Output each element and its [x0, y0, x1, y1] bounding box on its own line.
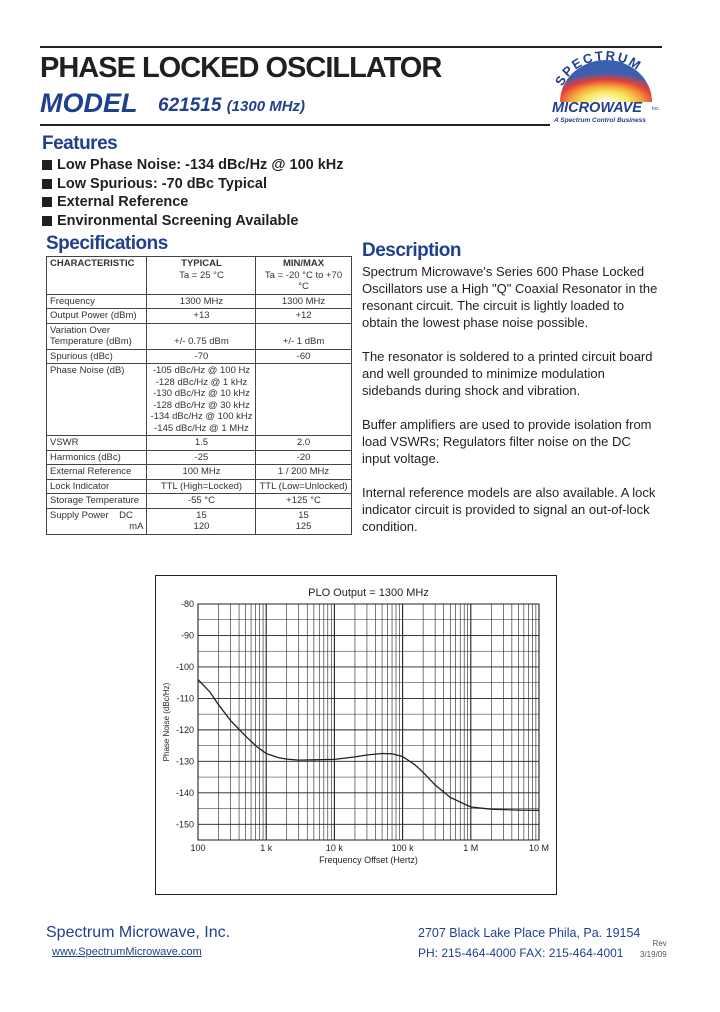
header-minmax: MIN/MAX Ta = -20 °C to +70 °C — [256, 257, 351, 295]
x-tick-label: 1 M — [463, 843, 479, 853]
model-frequency: (1300 MHz) — [226, 98, 306, 115]
spec-minmax: 2.0 — [256, 436, 351, 451]
spec-typical: 1.5 — [147, 436, 256, 451]
spec-label: VSWR — [47, 436, 147, 451]
description-paragraph: The resonator is soldered to a printed circuit board and well grounded to minimize modulation sidebands during shock and vibration. — [362, 349, 653, 398]
spec-row — [47, 349, 352, 364]
x-axis-label: Frequency Offset (Hertz) — [319, 855, 418, 865]
spec-typical: TTL (High=Locked) — [147, 479, 256, 494]
spec-minmax: +125 °C — [256, 494, 351, 509]
model-number-value: 621515 — [158, 95, 222, 116]
footer-website-link[interactable]: www.SpectrumMicrowave.com — [52, 946, 202, 958]
x-tick-label: 100 k — [391, 843, 414, 853]
y-axis-label: Phase Noise (dBc/Hz) — [162, 682, 171, 762]
description-heading: Description — [362, 240, 462, 261]
spec-label: External Reference — [47, 465, 147, 480]
bullet-icon — [42, 197, 52, 207]
spec-row — [47, 436, 352, 451]
spec-label: Phase Noise (dB) — [47, 364, 147, 436]
spec-minmax: -60 — [256, 349, 351, 364]
spec-typical: +/- 0.75 dBm — [147, 323, 256, 349]
y-tick-label: -130 — [175, 756, 194, 767]
description-paragraph: Internal reference models are also available. A lock indicator circuit is provided to signal an out-of-lock condition. — [362, 485, 656, 534]
spec-minmax: 1 / 200 MHz — [256, 465, 351, 480]
spec-table-header — [47, 257, 352, 295]
footer-phone: PH: 215-464-4000 FAX: 215-464-4001 — [418, 946, 624, 960]
spec-minmax: TTL (Low=Unlocked) — [256, 479, 351, 494]
logo-main-text: MICROWAVE — [552, 100, 642, 116]
features-heading: Features — [42, 133, 118, 154]
spec-row — [47, 508, 352, 534]
header-typical: TYPICAL Ta = 25 °C — [147, 257, 256, 295]
bullet-icon — [42, 216, 52, 226]
phase-noise-line — [198, 680, 539, 811]
spec-label: Frequency — [47, 294, 147, 309]
x-tick-label: 10 k — [325, 843, 343, 853]
x-tick-label: 100 — [190, 843, 206, 853]
spec-minmax: 15 125 — [256, 508, 351, 534]
y-tick-label: -90 — [180, 630, 194, 641]
feature-item: Low Phase Noise: -134 dBc/Hz @ 100 kHz — [42, 156, 344, 175]
feature-item: External Reference — [42, 193, 344, 212]
spec-row — [47, 465, 352, 480]
spec-row — [47, 323, 352, 349]
logo-inc-text: Inc. — [652, 106, 661, 112]
model-label: MODEL — [40, 88, 138, 118]
plot-area — [198, 604, 539, 840]
spec-table — [46, 256, 352, 535]
top-rule — [40, 46, 662, 48]
x-tick-label: 1 k — [260, 843, 273, 853]
spec-minmax: 1300 MHz — [256, 294, 351, 309]
spec-label: Harmonics (dBc) — [47, 450, 147, 465]
spec-minmax: +12 — [256, 309, 351, 324]
y-tick-label: -140 — [175, 787, 194, 798]
phase-noise-chart — [155, 575, 557, 895]
spec-typical: 15 120 — [147, 508, 256, 534]
description-paragraph: Buffer amplifiers are used to provide isolation from load VSWRs; Regulators filter noise on the DC input voltage. — [362, 417, 652, 466]
chart-title: PLO Output = 1300 MHz — [308, 587, 429, 599]
feature-item: Environmental Screening Available — [42, 212, 344, 231]
spec-label: Supply Power DC mA — [47, 508, 147, 534]
specifications-heading: Specifications — [46, 233, 168, 254]
model-number — [158, 95, 305, 117]
description-paragraph: Spectrum Microwave's Series 600 Phase Locked Oscillators use a High "Q" Coaxial Resonator in the resonant circuit. The circuit is lightly loaded to obtain the lowest phase noise possible. — [362, 264, 658, 330]
spec-label: Lock Indicator — [47, 479, 147, 494]
x-tick-label: 10 M — [528, 843, 550, 853]
description-body — [362, 263, 662, 552]
header-characteristic: CHARACTERISTIC — [47, 257, 147, 295]
revision-label: Rev — [652, 939, 667, 948]
bullet-icon — [42, 179, 52, 189]
y-tick-label: -100 — [175, 661, 194, 672]
spec-typical: +13 — [147, 309, 256, 324]
company-logo — [548, 50, 662, 128]
spec-row — [47, 294, 352, 309]
y-tick-label: -120 — [175, 724, 194, 735]
header-rule — [40, 124, 550, 126]
revision-date: 3/19/09 — [640, 950, 667, 959]
spec-label: Spurious (dBc) — [47, 349, 147, 364]
spec-row — [47, 479, 352, 494]
footer-address: 2707 Black Lake Place Phila, Pa. 19154 — [418, 926, 641, 940]
spec-minmax — [256, 364, 351, 436]
spec-label: Variation Over Temperature (dBm) — [47, 323, 147, 349]
spec-table-wrap — [46, 256, 352, 535]
y-tick-label: -80 — [180, 599, 194, 609]
bullet-icon — [42, 160, 52, 170]
spec-row — [47, 450, 352, 465]
features-list — [42, 156, 344, 230]
spec-typical: 100 MHz — [147, 465, 256, 480]
spec-label: Output Power (dBm) — [47, 309, 147, 324]
feature-item: Low Spurious: -70 dBc Typical — [42, 175, 344, 194]
spec-typical: -55 °C — [147, 494, 256, 509]
spec-typical: -105 dBc/Hz @ 100 Hz -128 dBc/Hz @ 1 kHz -130 dBc/Hz @ 10 kHz -128 dBc/Hz @ 30 kHz -134 dBc/Hz @ 100 kHz -145 dBc/Hz @ 1 MHz — [147, 364, 256, 436]
y-tick-label: -150 — [175, 819, 194, 830]
spec-row — [47, 364, 352, 436]
y-tick-label: -110 — [176, 693, 194, 704]
logo-graphic — [548, 50, 662, 128]
spec-typical: -70 — [147, 349, 256, 364]
chart-svg — [156, 576, 556, 894]
logo-arc-text: SPECTRUM — [551, 50, 646, 89]
logo-tagline: A Spectrum Control Business — [554, 117, 646, 124]
spec-row — [47, 494, 352, 509]
spec-minmax: +/- 1 dBm — [256, 323, 351, 349]
spec-typical: -25 — [147, 450, 256, 465]
spec-typical: 1300 MHz — [147, 294, 256, 309]
spec-row — [47, 309, 352, 324]
spec-label: Storage Temperature — [47, 494, 147, 509]
spec-minmax: -20 — [256, 450, 351, 465]
footer-company: Spectrum Microwave, Inc. — [46, 924, 231, 941]
footer-revision — [640, 938, 667, 960]
page-title: PHASE LOCKED OSCILLATOR — [40, 52, 442, 84]
